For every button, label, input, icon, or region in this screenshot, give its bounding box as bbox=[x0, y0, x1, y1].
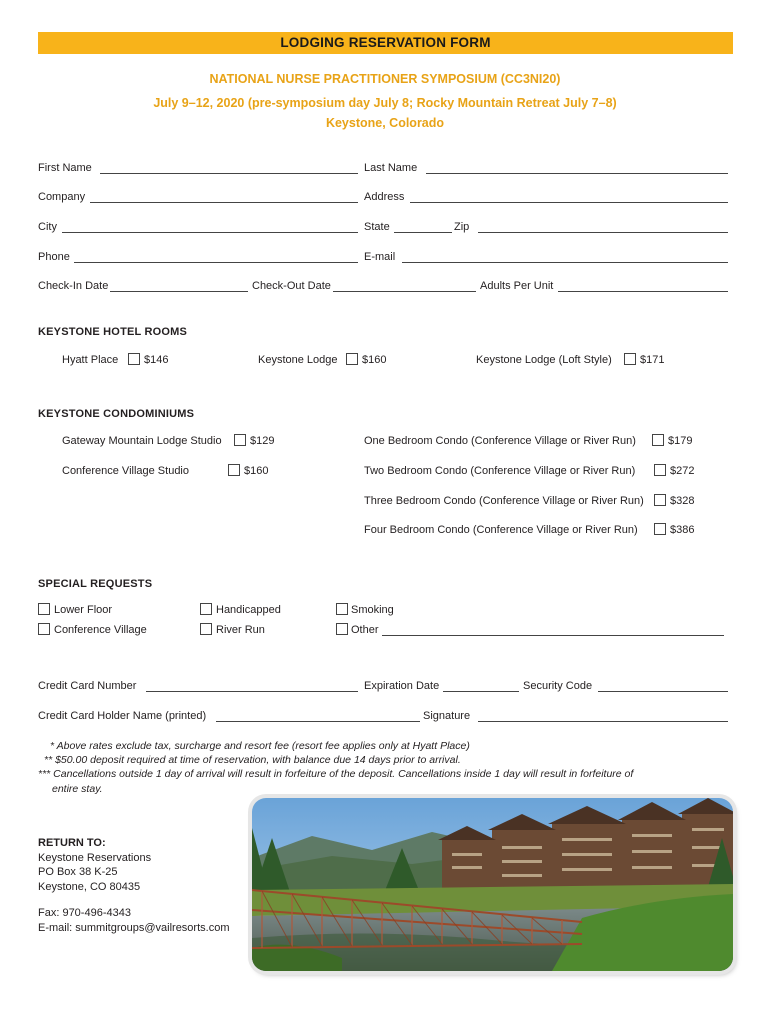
card-number-field[interactable] bbox=[146, 691, 358, 692]
expiration-field[interactable] bbox=[443, 691, 519, 692]
condo-4br-checkbox[interactable] bbox=[654, 523, 666, 535]
first-name-field[interactable] bbox=[100, 173, 358, 174]
state-label: State bbox=[364, 221, 390, 233]
condo-2br-checkbox[interactable] bbox=[654, 464, 666, 476]
request-handicapped-label: Handicapped bbox=[216, 604, 281, 616]
security-code-label: Security Code bbox=[523, 680, 593, 692]
hotel-hyatt-checkbox[interactable] bbox=[128, 353, 140, 365]
card-number-label: Credit Card Number bbox=[38, 680, 137, 692]
signature-label: Signature bbox=[423, 710, 471, 722]
first-name-label: First Name bbox=[38, 162, 92, 174]
condo-cv-studio-price: $160 bbox=[244, 465, 269, 477]
zip-label: Zip bbox=[454, 221, 470, 233]
hotel-lodge-label: Keystone Lodge bbox=[258, 354, 338, 366]
last-name-label: Last Name bbox=[364, 162, 418, 174]
condo-gateway-price: $129 bbox=[250, 435, 275, 447]
phone-field[interactable] bbox=[74, 262, 358, 263]
hotel-loft-checkbox[interactable] bbox=[624, 353, 636, 365]
checkin-field[interactable] bbox=[110, 291, 248, 292]
condo-gateway-label: Gateway Mountain Lodge Studio bbox=[62, 435, 222, 447]
state-field[interactable] bbox=[394, 232, 452, 233]
note-cancellation-cont: entire stay. bbox=[52, 783, 103, 795]
request-smoking-checkbox[interactable] bbox=[336, 603, 348, 615]
condo-gateway-checkbox[interactable] bbox=[234, 434, 246, 446]
hotel-hyatt-price: $146 bbox=[144, 354, 169, 366]
return-fax: Fax: 970-496-4343 bbox=[38, 907, 131, 919]
condo-2br-label: Two Bedroom Condo (Conference Village or River Run) bbox=[364, 465, 636, 477]
condo-1br-checkbox[interactable] bbox=[652, 434, 664, 446]
hotel-lodge-checkbox[interactable] bbox=[346, 353, 358, 365]
request-handicapped-checkbox[interactable] bbox=[200, 603, 212, 615]
city-field[interactable] bbox=[62, 232, 358, 233]
condo-3br-price: $328 bbox=[670, 495, 695, 507]
condo-1br-label: One Bedroom Condo (Conference Village or River Run) bbox=[364, 435, 636, 447]
company-field[interactable] bbox=[90, 202, 358, 203]
checkout-label: Check-Out Date bbox=[252, 280, 331, 292]
condo-3br-label: Three Bedroom Condo (Conference Village or River Run) bbox=[364, 495, 644, 507]
expiration-label: Expiration Date bbox=[364, 680, 440, 692]
request-river-run-checkbox[interactable] bbox=[200, 623, 212, 635]
return-email: E-mail: summitgroups@vailresorts.com bbox=[38, 921, 230, 934]
request-other-label: Other bbox=[351, 624, 379, 636]
form-title-banner: LODGING RESERVATION FORM bbox=[38, 32, 733, 54]
return-title: RETURN TO: bbox=[38, 837, 106, 849]
condo-4br-price: $386 bbox=[670, 524, 695, 536]
request-other-checkbox[interactable] bbox=[336, 623, 348, 635]
hotel-loft-price: $171 bbox=[640, 354, 665, 366]
request-smoking-label: Smoking bbox=[351, 604, 394, 616]
hotel-hyatt-label: Hyatt Place bbox=[62, 354, 119, 366]
request-other-field[interactable] bbox=[382, 635, 724, 636]
signature-field[interactable] bbox=[478, 721, 728, 722]
request-lower-floor-label: Lower Floor bbox=[54, 604, 113, 616]
last-name-field[interactable] bbox=[426, 173, 728, 174]
security-code-field[interactable] bbox=[598, 691, 728, 692]
checkin-label: Check-In Date bbox=[38, 280, 109, 292]
condo-4br-label: Four Bedroom Condo (Conference Village or River Run) bbox=[364, 524, 638, 536]
phone-label: Phone bbox=[38, 251, 70, 263]
card-holder-label: Credit Card Holder Name (printed) bbox=[38, 710, 207, 722]
special-requests-heading: SPECIAL REQUESTS bbox=[38, 578, 153, 590]
request-conference-village-label: Conference Village bbox=[54, 624, 147, 636]
note-rates: * Above rates exclude tax, surcharge and resort fee (resort fee applies only at Hyatt Place) bbox=[50, 740, 470, 752]
condo-1br-price: $179 bbox=[668, 435, 693, 447]
keystone-photo bbox=[252, 798, 733, 971]
return-name: Keystone Reservations bbox=[38, 851, 152, 864]
note-deposit: ** $50.00 deposit required at time of reservation, with balance due 14 days prior to arrival. bbox=[44, 754, 461, 766]
note-cancellation: *** Cancellations outside 1 day of arrival will result in forfeiture of the deposit. Cancellations inside 1 day will result in forfeiture of bbox=[38, 768, 634, 780]
request-conference-village-checkbox[interactable] bbox=[38, 623, 50, 635]
address-label: Address bbox=[364, 191, 405, 203]
hotel-lodge-price: $160 bbox=[362, 354, 387, 366]
return-po: PO Box 38 K-25 bbox=[38, 866, 118, 878]
city-label: City bbox=[38, 221, 57, 233]
condo-3br-checkbox[interactable] bbox=[654, 494, 666, 506]
checkout-field[interactable] bbox=[333, 291, 476, 292]
event-name: NATIONAL NURSE PRACTITIONER SYMPOSIUM (CC3NI20) bbox=[209, 72, 561, 86]
email-label: E-mail bbox=[364, 251, 396, 263]
hotel-rooms-heading: KEYSTONE HOTEL ROOMS bbox=[38, 326, 188, 338]
condos-heading: KEYSTONE CONDOMINIUMS bbox=[38, 408, 195, 420]
adults-label: Adults Per Unit bbox=[480, 280, 554, 292]
card-holder-field[interactable] bbox=[216, 721, 420, 722]
address-field[interactable] bbox=[410, 202, 728, 203]
zip-field[interactable] bbox=[478, 232, 728, 233]
event-dates: July 9–12, 2020 (pre-symposium day July 8; Rocky Mountain Retreat July 7–8) bbox=[153, 96, 617, 110]
company-label: Company bbox=[38, 191, 86, 203]
event-location: Keystone, Colorado bbox=[325, 116, 445, 130]
keystone-photo-illustration bbox=[252, 798, 733, 971]
condo-cv-studio-checkbox[interactable] bbox=[228, 464, 240, 476]
return-address bbox=[38, 836, 230, 935]
hotel-loft-label: Keystone Lodge (Loft Style) bbox=[476, 354, 612, 366]
adults-field[interactable] bbox=[558, 291, 728, 292]
request-lower-floor-checkbox[interactable] bbox=[38, 603, 50, 615]
condo-2br-price: $272 bbox=[670, 465, 695, 477]
return-city: Keystone, CO 80435 bbox=[38, 880, 141, 893]
request-river-run-label: River Run bbox=[216, 624, 265, 636]
condo-cv-studio-label: Conference Village Studio bbox=[62, 465, 189, 477]
email-field[interactable] bbox=[402, 262, 728, 263]
